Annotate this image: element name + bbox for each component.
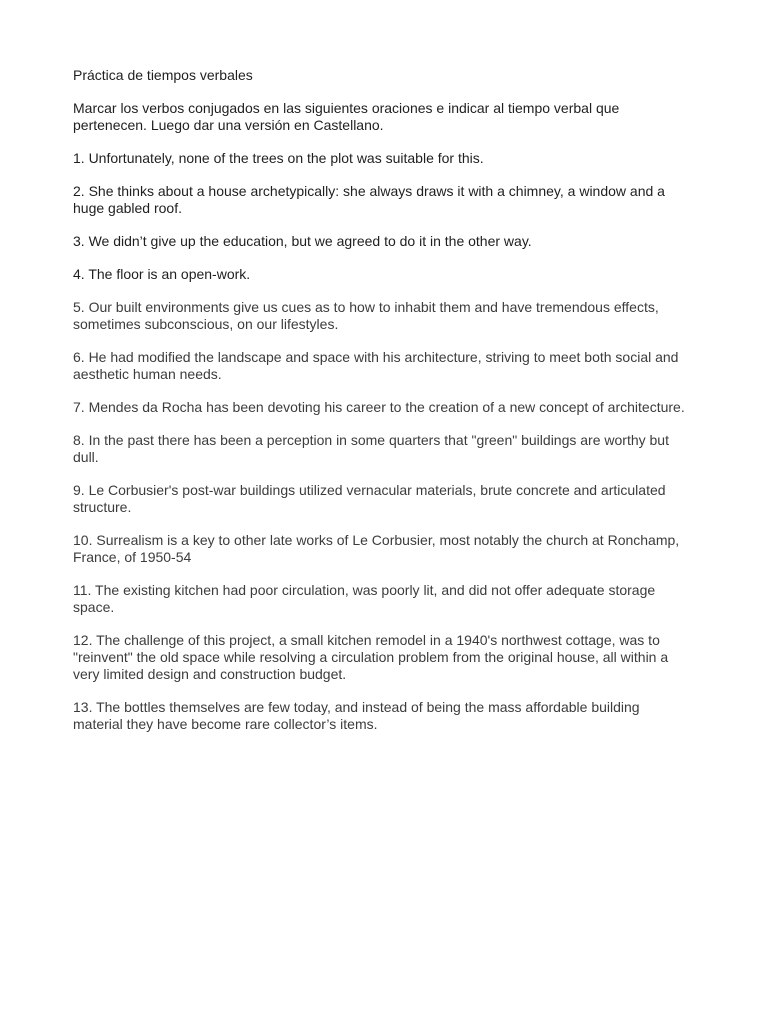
- sentence-8: 8. In the past there has been a perception in some quarters that "green" buildings are worthy but dull.: [73, 432, 669, 465]
- document-body: [73, 67, 693, 749]
- sentence-13: 13. The bottles themselves are few today, and instead of being the mass affordable building material they have become rare collector’s items.: [73, 699, 640, 732]
- sentence-5: 5. Our built environments give us cues as to how to inhabit them and have tremendous effects, sometimes subconscious, on our lifestyles.: [73, 299, 659, 332]
- sentence-2: 2. She thinks about a house archetypically: she always draws it with a chimney, a window and a huge gabled roof.: [73, 183, 665, 216]
- instructions-paragraph: Marcar los verbos conjugados en las siguientes oraciones e indicar al tiempo verbal que pertenecen. Luego dar una versión en Castellano.: [73, 100, 620, 133]
- document-title: Práctica de tiempos verbales: [73, 67, 253, 83]
- sentence-11: 11. The existing kitchen had poor circulation, was poorly lit, and did not offer adequate storage space.: [73, 582, 656, 615]
- sentence-4: 4. The floor is an open-work.: [73, 266, 251, 282]
- sentence-3: 3. We didn’t give up the education, but we agreed to do it in the other way.: [73, 233, 532, 249]
- sentence-9: 9. Le Corbusier's post-war buildings utilized vernacular materials, brute concrete and articulated structure.: [73, 482, 666, 515]
- sentence-7: 7. Mendes da Rocha has been devoting his career to the creation of a new concept of architecture.: [73, 399, 685, 415]
- sentence-1: 1. Unfortunately, none of the trees on the plot was suitable for this.: [73, 150, 484, 166]
- sentence-12: 12. The challenge of this project, a small kitchen remodel in a 1940's northwest cottage, was to "reinvent" the old space while resolving a circulation problem from the original house, all within a very limited design and construction budget.: [73, 632, 669, 682]
- sentence-10: 10. Surrealism is a key to other late works of Le Corbusier, most notably the church at Ronchamp, France, of 1950-54: [73, 532, 680, 565]
- sentence-6: 6. He had modified the landscape and space with his architecture, striving to meet both social and aesthetic human needs.: [73, 349, 679, 382]
